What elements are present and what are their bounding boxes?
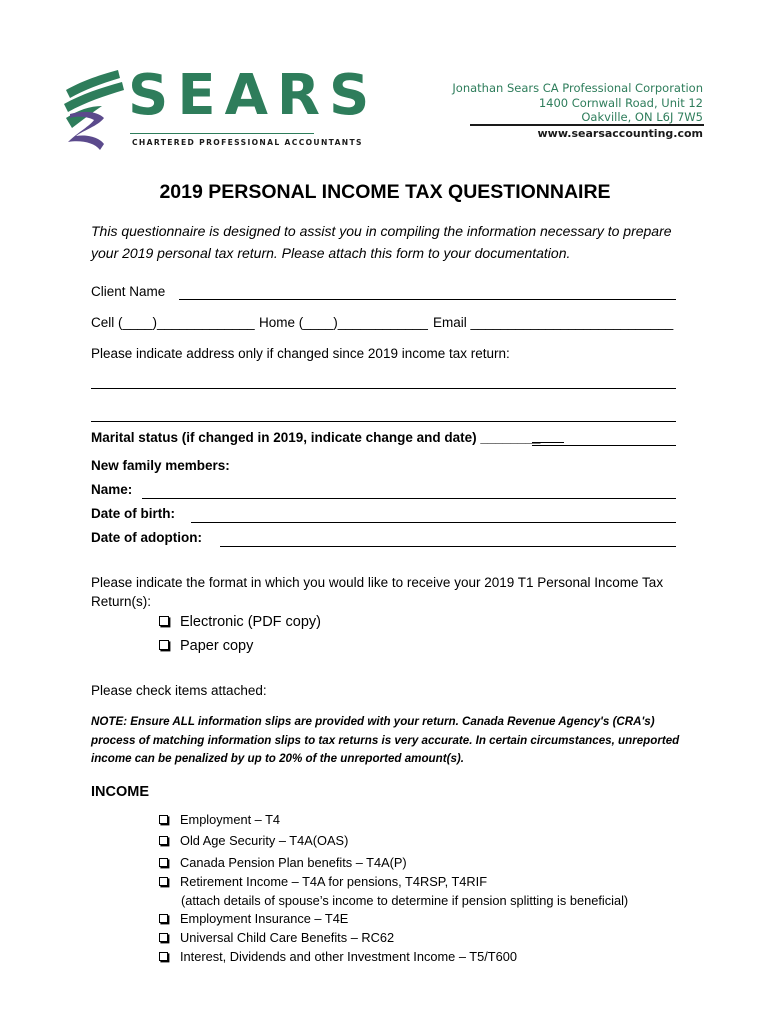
income-item-label: Canada Pension Plan benefits – T4A(P) — [180, 855, 407, 870]
income-item-label: Interest, Dividends and other Investment Income – T5/T600 — [180, 949, 517, 964]
income-item-employment[interactable] — [159, 812, 280, 827]
logo-divider — [130, 133, 314, 134]
income-item-label: Retirement Income – T4A for pensions, T4RSP, T4RIF — [180, 874, 488, 889]
income-item-retirement-note: (attach details of spouse’s income to determine if pension splitting is beneficial) — [181, 893, 629, 908]
firm-street: 1400 Cornwall Road, Unit 12 — [538, 95, 703, 110]
cell-phone-field[interactable]: Cell (____)_____________ — [91, 315, 255, 330]
checkbox-icon[interactable] — [159, 616, 169, 626]
checkbox-icon[interactable] — [159, 933, 168, 942]
checkbox-icon[interactable] — [159, 836, 168, 845]
marital-status-mark — [532, 442, 564, 443]
income-item-oas[interactable] — [159, 833, 348, 848]
format-option-label: Paper copy — [180, 638, 254, 654]
address-prompt: Please indicate address only if changed since 2019 income tax return: — [91, 346, 510, 361]
firm-website: www.searsaccounting.com — [537, 127, 703, 140]
format-option-label: Electronic (PDF copy) — [180, 614, 322, 630]
checkbox-icon[interactable] — [159, 952, 168, 961]
intro-text: This questionnaire is designed to assist you in compiling the information necessary to prepare your 2019 personal tax return. Please attach this form to your documentation. — [91, 223, 672, 261]
check-items-prompt: Please check items attached: — [91, 683, 267, 698]
income-item-label: Old Age Security – T4A(OAS) — [180, 833, 349, 848]
address-line-1[interactable] — [91, 388, 676, 389]
checkbox-icon[interactable] — [159, 877, 168, 886]
adoption-field[interactable] — [220, 546, 676, 547]
checkbox-icon[interactable] — [159, 815, 168, 824]
firm-name: Jonathan Sears CA Professional Corporation — [452, 81, 703, 95]
format-option-paper[interactable] — [159, 638, 253, 654]
income-item-label: Employment – T4 — [180, 812, 281, 827]
checkbox-icon[interactable] — [159, 858, 168, 867]
logo-wordmark: SEARS — [128, 63, 379, 128]
note-text: NOTE: Ensure ALL information slips are provided with your return. Canada Revenue Agency's (CRA's) process of matching information slips to tax returns is very accurate. In certain circumstances, unreported income can be penalized by up to 20% of the unreported amount(s). — [91, 715, 680, 765]
format-prompt-cont: Return(s): — [91, 594, 152, 609]
dob-label: Date of birth: — [91, 506, 175, 521]
page-title: 2019 PERSONAL INCOME TAX QUESTIONNAIRE — [159, 181, 611, 203]
sears-logo-mark-icon — [60, 70, 130, 154]
dob-field[interactable] — [191, 522, 676, 523]
client-name-label: Client Name — [91, 284, 166, 299]
name-label: Name: — [91, 482, 133, 497]
checkbox-icon[interactable] — [159, 914, 168, 923]
income-item-ei[interactable] — [159, 911, 348, 926]
firm-address — [452, 81, 703, 125]
home-phone-field[interactable]: Home (____)____________ — [259, 315, 428, 330]
client-name-field[interactable] — [179, 299, 676, 300]
firm-city: Oakville, ON L6J 7W5 — [581, 110, 703, 124]
email-field[interactable]: Email ___________________________ — [433, 315, 674, 330]
new-family-label: New family members: — [91, 458, 230, 473]
name-field[interactable] — [142, 498, 676, 499]
income-item-label: Universal Child Care Benefits – RC62 — [180, 930, 395, 945]
marital-status-field[interactable] — [532, 445, 676, 446]
format-prompt: Please indicate the format in which you would like to receive your 2019 T1 Personal Income Tax — [91, 575, 664, 590]
income-item-uccb[interactable] — [159, 930, 394, 945]
income-item-retirement[interactable] — [159, 874, 487, 889]
marital-status-label: Marital status (if changed in 2019, indicate change and date) ________ — [91, 430, 541, 445]
income-heading: INCOME — [91, 784, 149, 800]
format-option-electronic[interactable] — [159, 614, 321, 630]
logo-subtitle: CHARTERED PROFESSIONAL ACCOUNTANTS — [132, 138, 363, 147]
checkbox-icon[interactable] — [159, 640, 169, 650]
firm-divider — [470, 124, 704, 126]
address-line-2[interactable] — [91, 421, 676, 422]
income-item-investment[interactable] — [159, 949, 517, 964]
adoption-label: Date of adoption: — [91, 530, 202, 545]
income-item-label: Employment Insurance – T4E — [180, 911, 349, 926]
income-item-cpp[interactable] — [159, 855, 407, 870]
